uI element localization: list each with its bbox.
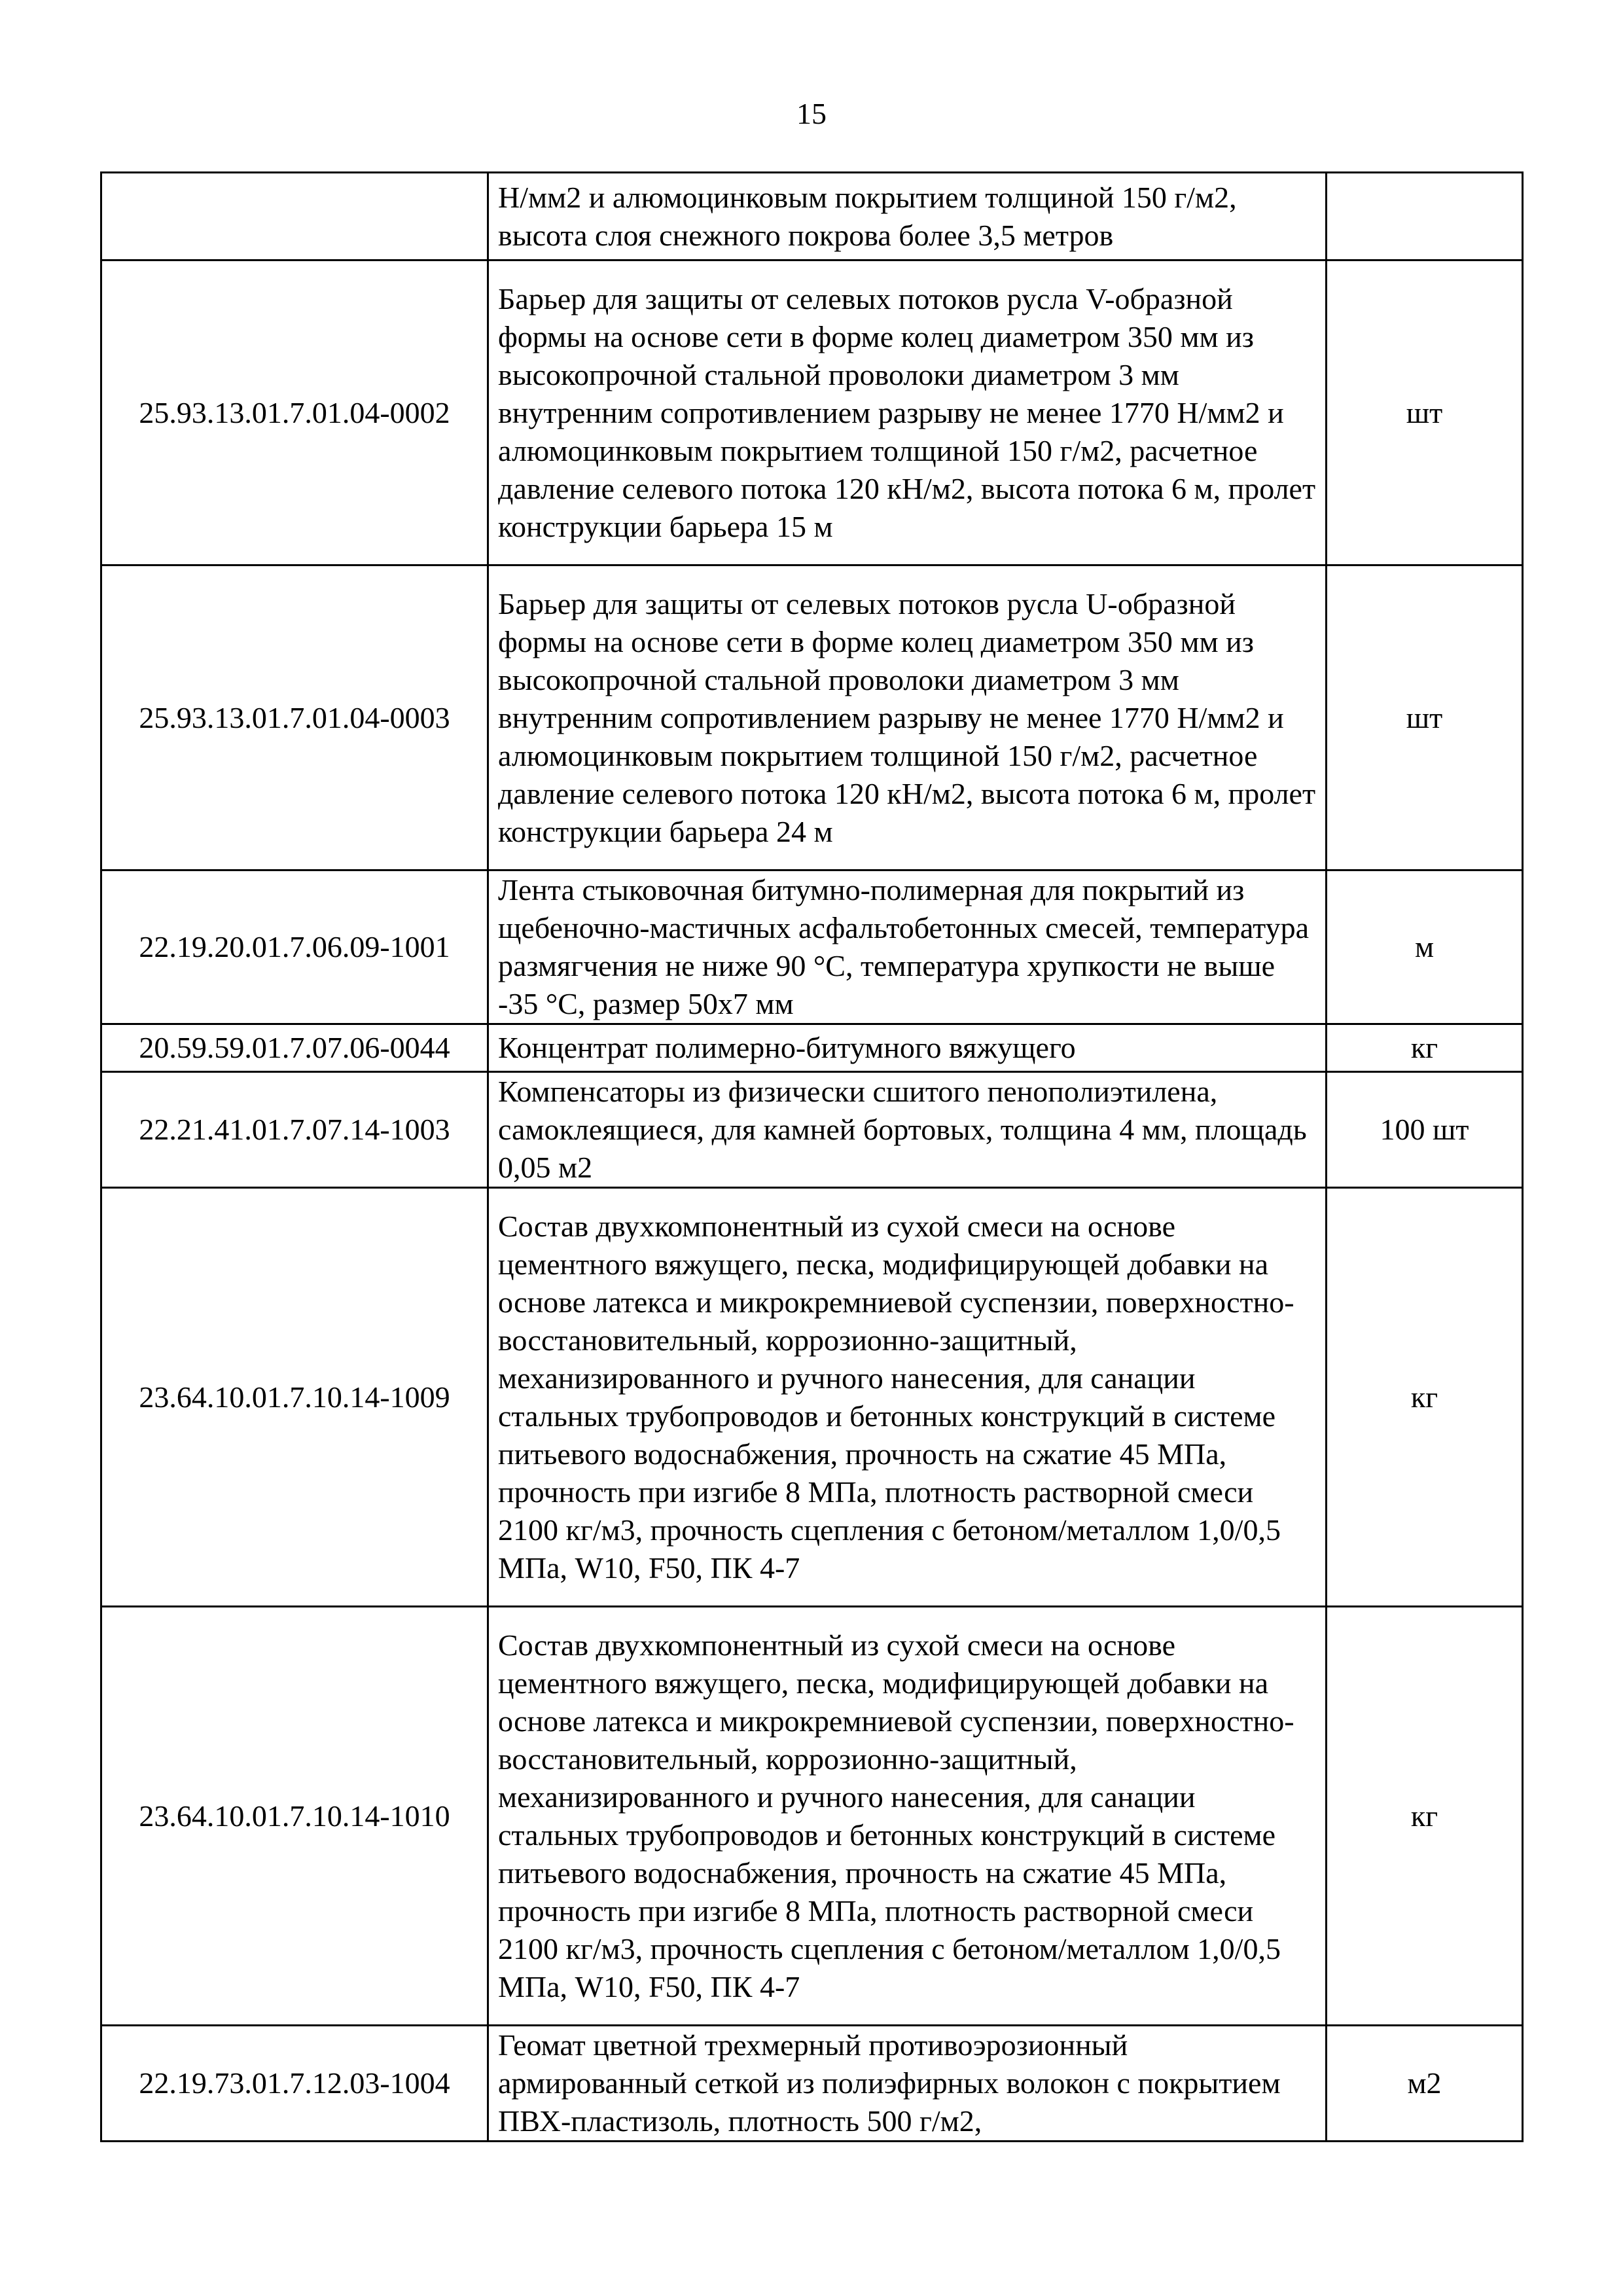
- resource-code: 22.19.20.01.7.06.09-1001: [101, 870, 488, 1024]
- table-row: [101, 1072, 1523, 1188]
- unit-of-measure: [1327, 173, 1523, 260]
- unit-of-measure: шт: [1327, 565, 1523, 870]
- resource-name: Концентрат полимерно-битумного вяжущего: [488, 1024, 1327, 1072]
- table-row: [101, 1188, 1523, 1607]
- resource-code: 25.93.13.01.7.01.04-0003: [101, 565, 488, 870]
- unit-of-measure: м2: [1327, 2026, 1523, 2142]
- materials-table: [100, 171, 1524, 2142]
- resource-name: Барьер для защиты от селевых потоков русла V-образной формы на основе сети в форме колец диаметром 350 мм из высокопрочной стальной проволоки диаметром 3 мм внутренним сопротивлением разрыву не менее 1770 Н/мм2 и алюмоцинковым покрытием толщиной 150 г/м2, расчетное давление селевого потока 120 кН/м2, высота потока 6 м, пролет конструкции барьера 15 м: [488, 260, 1327, 565]
- page-number: 15: [796, 97, 827, 130]
- table-row: [101, 1024, 1523, 1072]
- table-row: [101, 2026, 1523, 2142]
- unit-of-measure: кг: [1327, 1024, 1523, 1072]
- resource-code: 23.64.10.01.7.10.14-1009: [101, 1188, 488, 1607]
- table-row: [101, 1607, 1523, 2026]
- resource-code: 22.19.73.01.7.12.03-1004: [101, 2026, 488, 2142]
- resource-code: 25.93.13.01.7.01.04-0002: [101, 260, 488, 565]
- unit-of-measure: кг: [1327, 1607, 1523, 2026]
- resource-name: Н/мм2 и алюмоцинковым покрытием толщиной 150 г/м2, высота слоя снежного покрова более 3,5 метров: [488, 173, 1327, 260]
- resource-code: 22.21.41.01.7.07.14-1003: [101, 1072, 488, 1188]
- table-row: [101, 870, 1523, 1024]
- unit-of-measure: шт: [1327, 260, 1523, 565]
- resource-code: 23.64.10.01.7.10.14-1010: [101, 1607, 488, 2026]
- unit-of-measure: кг: [1327, 1188, 1523, 1607]
- table-row: [101, 565, 1523, 870]
- table-row: [101, 260, 1523, 565]
- resource-code: 20.59.59.01.7.07.06-0044: [101, 1024, 488, 1072]
- resource-name: Барьер для защиты от селевых потоков русла U-образной формы на основе сети в форме колец диаметром 350 мм из высокопрочной стальной проволоки диаметром 3 мм внутренним сопротивлением разрыву не менее 1770 Н/мм2 и алюмоцинковым покрытием толщиной 150 г/м2, расчетное давление селевого потока 120 кН/м2, высота потока 6 м, пролет конструкции барьера 24 м: [488, 565, 1327, 870]
- unit-of-measure: 100 шт: [1327, 1072, 1523, 1188]
- resource-name: Лента стыковочная битумно-полимерная для покрытий из щебеночно-мастичных асфальтобетонных смесей, температура размягчения не ниже 90 °С, температура хрупкости не выше -35 °С, размер 50x7 мм: [488, 870, 1327, 1024]
- resource-name: Компенсаторы из физически сшитого пенополиэтилена, самоклеящиеся, для камней бортовых, толщина 4 мм, площадь 0,05 м2: [488, 1072, 1327, 1188]
- resource-code: [101, 173, 488, 260]
- unit-of-measure: м: [1327, 870, 1523, 1024]
- resource-name: Состав двухкомпонентный из сухой смеси на основе цементного вяжущего, песка, модифицирующей добавки на основе латекса и микрокремниевой суспензии, поверхностно-восстановительный, коррозионно-защитный, механизированного и ручного нанесения, для санации стальных трубопроводов и бетонных конструкций в системе питьевого водоснабжения, прочность на сжатие 45 МПа, прочность при изгибе 8 МПа, плотность растворной смеси 2100 кг/м3, прочность сцепления с бетоном/металлом 1,0/0,5 МПа, W10, F50, ПК 4-7: [488, 1188, 1327, 1607]
- resource-name: Геомат цветной трехмерный противоэрозионный армированный сеткой из полиэфирных волокон с покрытием ПВХ-пластизоль, плотность 500 г/м2,: [488, 2026, 1327, 2142]
- table-row: [101, 173, 1523, 260]
- resource-name: Состав двухкомпонентный из сухой смеси на основе цементного вяжущего, песка, модифицирующей добавки на основе латекса и микрокремниевой суспензии, поверхностно-восстановительный, коррозионно-защитный, механизированного и ручного нанесения, для санации стальных трубопроводов и бетонных конструкций в системе питьевого водоснабжения, прочность на сжатие 45 МПа, прочность при изгибе 8 МПа, плотность растворной смеси 2100 кг/м3, прочность сцепления с бетоном/металлом 1,0/0,5 МПа, W10, F50, ПК 4-7: [488, 1607, 1327, 2026]
